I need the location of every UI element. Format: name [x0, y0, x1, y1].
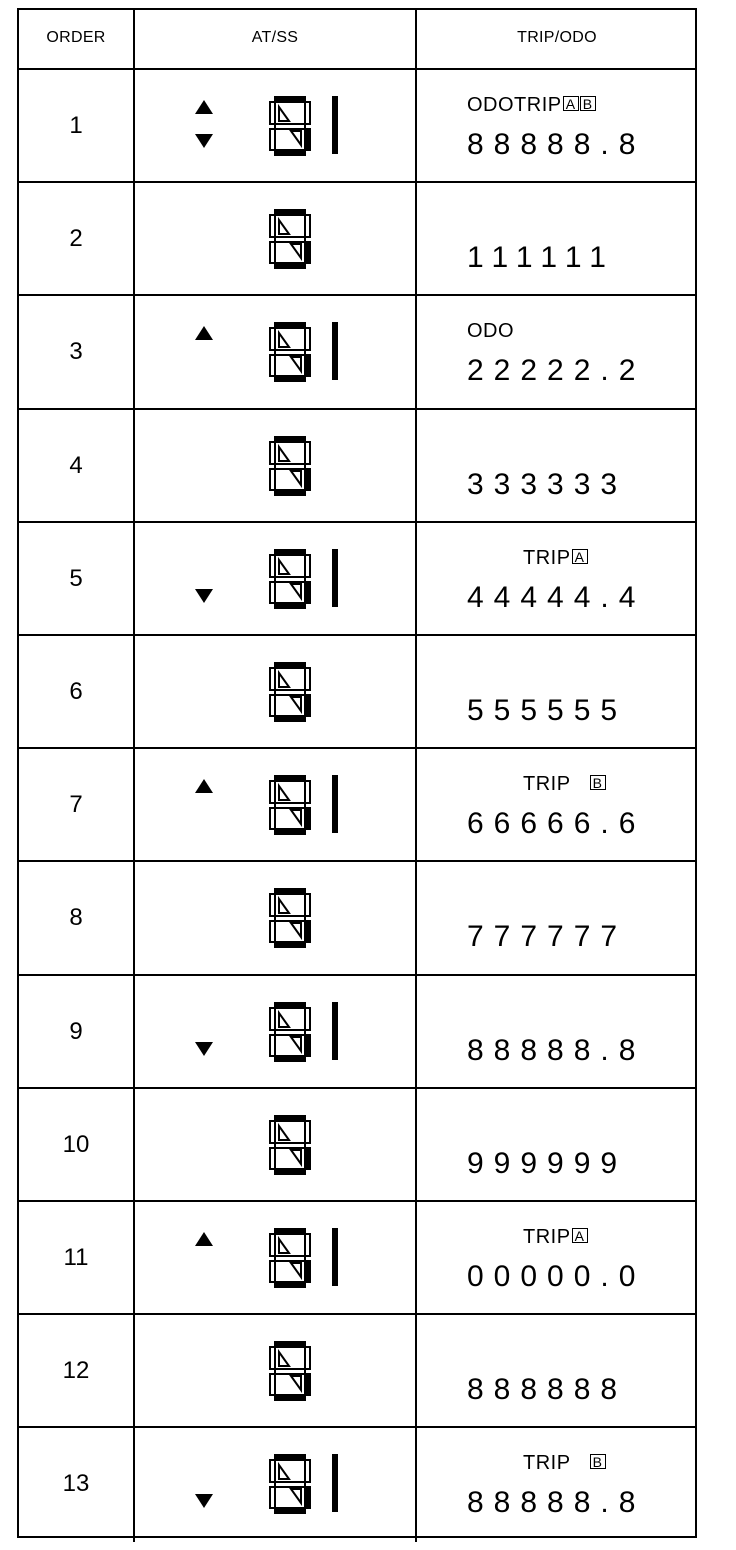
table-row	[19, 1202, 695, 1315]
odo-trip-indicator	[467, 773, 606, 796]
up-arrow-icon	[195, 326, 213, 340]
header-tripodo: TRIP/ODO	[517, 29, 597, 46]
order-number: 5	[69, 564, 83, 592]
seven-segment-digit-icon	[267, 1114, 313, 1181]
seven-segment-digit-icon	[267, 1227, 313, 1294]
order-number: 13	[62, 1470, 90, 1498]
trip-odo-cell	[417, 749, 697, 860]
odometer-value: 88888.8	[467, 1486, 646, 1520]
indicator-label: TRIP	[523, 773, 571, 796]
indicator-label: TRIP	[523, 546, 571, 569]
header-atss: AT/SS	[251, 29, 299, 46]
order-number: 12	[62, 1357, 90, 1385]
atss-cell	[135, 296, 417, 407]
order-number: 8	[69, 904, 83, 932]
atss-cell	[135, 183, 417, 294]
odometer-value: 22222.2	[467, 354, 646, 388]
odometer-value: 88888.8	[467, 1033, 646, 1067]
trip-box-label: A	[572, 549, 588, 564]
up-arrow-icon	[195, 1232, 213, 1246]
indicator-label: TRIP	[523, 1226, 571, 1248]
atss-cell	[135, 523, 417, 634]
header-order: ORDER	[46, 29, 106, 46]
odometer-value: 333333	[467, 467, 628, 501]
odo-trip-indicator	[467, 1226, 588, 1249]
table-row	[19, 749, 695, 862]
order-number: 10	[62, 1130, 90, 1158]
atss-cell	[135, 862, 417, 973]
odometer-value: 555555	[467, 694, 628, 727]
trip-box-label: B	[590, 1454, 606, 1469]
trip-odo-cell	[417, 296, 697, 407]
seven-segment-digit-icon	[267, 1340, 313, 1407]
atss-cell	[135, 1089, 417, 1200]
trip-odo-cell	[417, 70, 697, 181]
down-arrow-icon	[195, 589, 213, 603]
seven-segment-digit-icon	[267, 1453, 313, 1520]
down-arrow-icon	[195, 134, 213, 148]
table-header-row	[19, 10, 695, 70]
segment-bar-icon	[332, 1002, 338, 1060]
order-number: 11	[63, 1244, 89, 1271]
odometer-value: 111111	[467, 241, 616, 275]
seven-segment-digit-icon	[267, 95, 313, 162]
trip-odo-cell	[417, 410, 697, 521]
order-number: 6	[69, 678, 83, 705]
odo-trip-indicator	[467, 320, 514, 343]
segment-bar-icon	[332, 549, 338, 607]
table-row	[19, 296, 695, 409]
trip-odo-cell	[417, 976, 697, 1087]
seven-segment-digit-icon	[267, 435, 313, 502]
atss-cell	[135, 636, 417, 747]
table-row	[19, 1089, 695, 1202]
seven-segment-digit-icon	[267, 1001, 313, 1068]
atss-cell	[135, 410, 417, 521]
atss-cell	[135, 749, 417, 860]
trip-odo-cell	[417, 1428, 697, 1541]
order-number: 4	[69, 451, 83, 479]
trip-box-label: B	[590, 775, 606, 790]
down-arrow-icon	[195, 1494, 213, 1508]
table-row	[19, 976, 695, 1089]
seven-segment-digit-icon	[267, 321, 313, 388]
trip-odo-cell	[417, 183, 697, 294]
odo-trip-indicator	[467, 547, 588, 570]
odo-trip-indicator	[467, 94, 596, 117]
odometer-value: 66666.6	[467, 807, 646, 841]
trip-odo-cell	[417, 523, 697, 634]
odometer-value: 88888.8	[467, 128, 646, 161]
trip-box-label: A	[572, 1228, 588, 1243]
trip-box-label: A	[563, 96, 579, 111]
trip-odo-cell	[417, 862, 697, 973]
trip-odo-cell	[417, 1315, 697, 1426]
indicator-label: ODO	[467, 320, 515, 343]
odometer-value: 999999	[467, 1146, 628, 1180]
seven-segment-digit-icon	[267, 548, 313, 615]
odometer-value: 00000.0	[467, 1260, 646, 1293]
odo-trip-indicator	[467, 1452, 606, 1475]
table-row	[19, 1428, 695, 1541]
table-row	[19, 183, 695, 296]
segment-bar-icon	[332, 1228, 338, 1286]
segment-bar-icon	[332, 322, 338, 380]
up-arrow-icon	[195, 779, 213, 793]
order-number: 2	[69, 225, 83, 253]
order-number: 3	[69, 338, 83, 366]
table-row	[19, 523, 695, 636]
segment-bar-icon	[332, 96, 338, 154]
table-row	[19, 70, 695, 183]
atss-cell	[135, 1315, 417, 1426]
seven-segment-digit-icon	[267, 661, 313, 728]
up-arrow-icon	[195, 100, 213, 114]
atss-cell	[135, 1428, 417, 1541]
order-number: 1	[69, 112, 83, 139]
trip-odo-cell	[417, 1089, 697, 1200]
seven-segment-digit-icon	[267, 887, 313, 954]
atss-cell	[135, 976, 417, 1087]
down-arrow-icon	[195, 1042, 213, 1056]
order-display-table	[17, 8, 697, 1538]
trip-odo-cell	[417, 636, 697, 747]
seven-segment-digit-icon	[267, 774, 313, 841]
table-row	[19, 1315, 695, 1428]
indicator-label: ODOTRIP	[467, 94, 562, 116]
segment-bar-icon	[332, 1454, 338, 1512]
odometer-value: 888888	[467, 1373, 628, 1407]
odometer-value: 777777	[467, 920, 628, 954]
table-row	[19, 862, 695, 975]
atss-cell	[135, 70, 417, 181]
table-row	[19, 636, 695, 749]
trip-odo-cell	[417, 1202, 697, 1313]
indicator-label: TRIP	[523, 1452, 571, 1475]
segment-bar-icon	[332, 775, 338, 833]
odometer-value: 44444.4	[467, 580, 646, 614]
atss-cell	[135, 1202, 417, 1313]
order-number: 7	[69, 791, 83, 819]
trip-box-label: B	[580, 96, 596, 111]
order-number: 9	[69, 1017, 83, 1045]
table-row	[19, 410, 695, 523]
seven-segment-digit-icon	[267, 208, 313, 275]
